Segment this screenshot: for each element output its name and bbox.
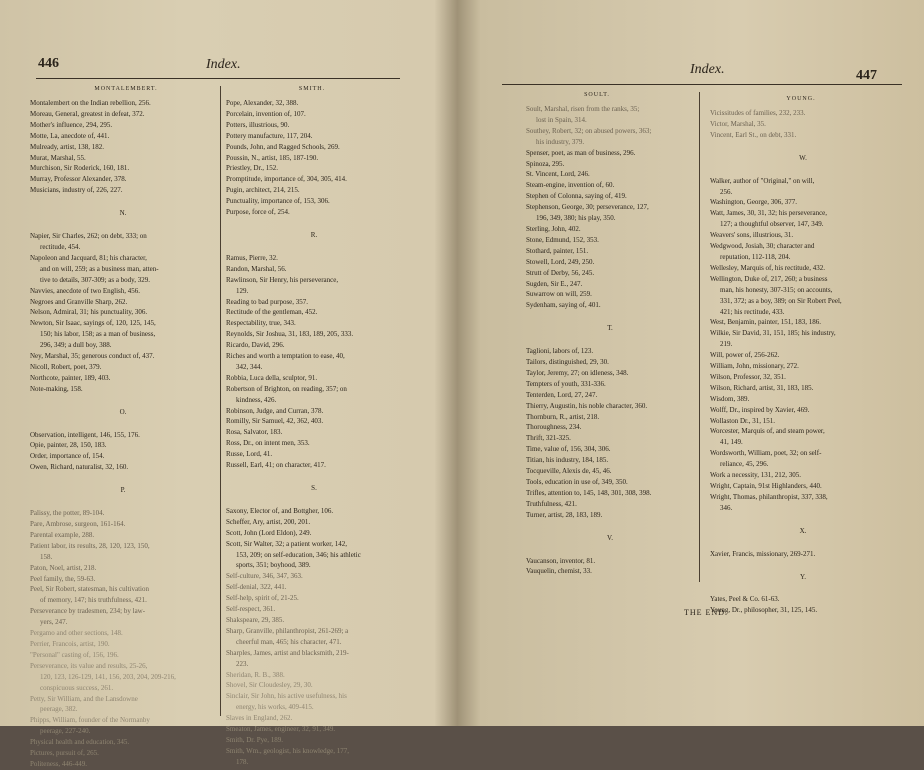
index-entry: Scott, Sir Walter, 32; a patient worker, 142, <box>226 539 348 548</box>
right-col1-head: SOULT. <box>584 92 610 98</box>
index-entry: Wellesley, Marquis of, his rectitude, 432. <box>710 263 826 272</box>
index-entry: Thoroughness, 234. <box>526 423 582 432</box>
index-entry: Ramus, Pierre, 32. <box>226 253 278 262</box>
index-entry: Perseverance by tradesmen, 234; by law- <box>30 607 146 616</box>
index-entry-continuation: 421; his rectitude, 433. <box>720 307 785 316</box>
index-entry: Wollaston Dr., 31, 151. <box>710 416 775 425</box>
index-entry-continuation: 158. <box>40 552 53 561</box>
index-entry-continuation: man, his honesty, 307-315; on accounts, <box>720 285 833 294</box>
index-entry: Slaves in England, 262. <box>226 714 293 723</box>
index-entry-continuation: 120, 123, 126-129, 141, 156, 203, 204, 209-216, <box>40 672 176 681</box>
index-entry-continuation: of memory, 147; his truthfulness, 421. <box>40 596 147 605</box>
index-entry: Stowell, Lord, 249, 250. <box>526 257 595 266</box>
index-entry: Sydenham, saying of, 401. <box>526 301 601 310</box>
index-entry: Ross, Dr., on intent men, 353. <box>226 439 310 448</box>
index-entry: Shakspeare, 29, 385. <box>226 615 285 624</box>
index-entry-continuation: 129. <box>236 286 249 295</box>
index-entry: Wright, Thomas, philanthropist, 337, 338, <box>710 492 828 501</box>
index-entry: Romilly, Sir Samuel, 42, 362, 403. <box>226 417 324 426</box>
index-entry-continuation: reputation, 112-118, 204. <box>720 252 791 261</box>
index-entry: Mulready, artist, 138, 182. <box>30 142 105 151</box>
right-page-number: 447 <box>856 68 877 83</box>
right-column-1 <box>526 104 694 577</box>
spacer <box>526 311 694 321</box>
index-entry: Stephen of Colonna, saying of, 419. <box>526 192 627 201</box>
index-entry: Order, importance of, 154. <box>30 452 105 461</box>
index-entry: Wellington, Duke of, 217, 260; a business <box>710 274 828 283</box>
spacer <box>226 218 402 228</box>
index-entry: William, John, missionary, 272. <box>710 362 799 371</box>
index-entry: Self-culture, 346, 347, 363. <box>226 572 303 581</box>
index-entry-continuation: peerage, 227-240. <box>40 727 91 736</box>
index-entry-continuation: 178. <box>236 757 249 766</box>
index-entry: Trifles, attention to, 145, 148, 301, 308, 398. <box>526 488 652 497</box>
index-entry: Scott, John (Lord Eldon), 249. <box>226 528 312 537</box>
index-entry: Petty, Sir William, and the Lansdowne <box>30 694 138 703</box>
index-entry: Thierry, Augustin, his noble character, 360. <box>526 401 648 410</box>
index-entry: Montalembert on the Indian rebellion, 256. <box>30 99 151 107</box>
left-column-divider <box>220 86 221 716</box>
index-entry: Vicissitudes of families, 232, 233. <box>710 109 806 117</box>
index-entry: Motte, La, anecdote of, 441. <box>30 131 110 140</box>
index-entry: Riches and worth a temptation to ease, 40, <box>226 352 345 361</box>
index-entry: Napier, Sir Charles, 262; on debt, 333; on <box>30 232 147 241</box>
index-entry: Murray, Professor Alexander, 378. <box>30 175 127 184</box>
index-entry-continuation: yers, 247. <box>40 618 68 627</box>
index-entry: Sinclair, Sir John, his active usefulness, his <box>226 692 347 701</box>
index-entry: Rosa, Salvator, 183. <box>226 428 283 437</box>
index-entry: Peel family, the, 59-63. <box>30 574 96 583</box>
index-entry: Nelson, Admiral, 31; his punctuality, 306. <box>30 308 148 317</box>
index-entry-continuation: cheerful man, 465; his character, 471. <box>236 637 342 646</box>
index-entry: Tenterden, Lord, 27, 247. <box>526 390 598 399</box>
index-entry: Smith, Wm., geologist, his knowledge, 177, <box>226 746 349 755</box>
left-running-title: Index. <box>206 57 241 72</box>
section-letter: W. <box>799 153 807 162</box>
index-entry-continuation: 296, 349; a dull boy, 388. <box>40 341 112 350</box>
index-entry: Victor, Marshal, 35. <box>710 119 766 128</box>
index-entry: Work a necessity, 131, 212, 305. <box>710 471 801 480</box>
index-entry: Pare, Ambrose, surgeon, 161-164. <box>30 520 126 528</box>
index-entry: Reading to bad purpose, 357. <box>226 297 309 306</box>
index-entry: Sharples, James, artist and blacksmith, 219- <box>226 648 349 657</box>
index-entry-continuation: conspicuous success, 261. <box>40 683 114 692</box>
index-entry-continuation: 41, 149. <box>720 438 743 447</box>
index-entry: Truthfulness, 421. <box>526 499 577 508</box>
left-col2-head: SMITH. <box>298 86 326 92</box>
index-entry: Priestley, Dr., 152. <box>226 164 279 173</box>
index-entry: Stephenson, George, 30; perseverance, 127, <box>526 203 649 212</box>
left-column-2 <box>226 98 402 768</box>
index-entry: Soult, Marshal, risen from the ranks, 35; <box>526 105 640 113</box>
index-entry: Shovel, Sir Cloudesley, 29, 30. <box>226 681 313 690</box>
index-entry: Opie, painter, 28, 150, 183. <box>30 441 107 450</box>
index-entry: Ney, Marshal, 35; generous conduct of, 437. <box>30 352 155 361</box>
index-entry: Scheffer, Ary, artist, 200, 201. <box>226 517 311 526</box>
spacer <box>30 221 216 231</box>
section-letter: R. <box>310 230 318 239</box>
index-entry: Musicians, industry of, 226, 227. <box>30 186 123 195</box>
index-entry: Time, value of, 156, 304, 306. <box>526 445 611 454</box>
index-entry: St. Vincent, Lord, 246. <box>526 170 590 179</box>
index-entry: Washington, George, 306, 377. <box>710 198 797 207</box>
index-entry: Vauquelin, chemist, 33. <box>526 567 592 576</box>
index-entry-continuation: 127; a thoughtful observer, 147, 349. <box>720 220 824 229</box>
index-entry: Rawlinson, Sir Henry, his perseverance, <box>226 275 339 284</box>
section-letter: Y. <box>800 572 806 581</box>
index-entry: Saxony, Elector of, and Bottgher, 106. <box>226 506 334 515</box>
index-entry-continuation: 256. <box>720 187 733 196</box>
spacer <box>226 243 402 253</box>
index-entry: Turner, artist, 28, 183, 189. <box>526 510 603 519</box>
section-letter: O. <box>119 407 127 416</box>
index-entry: Walker, author of "Original," on will, <box>710 176 815 185</box>
section-letter: S. <box>311 484 317 492</box>
index-entry-continuation: 150; his labor, 158; as a man of business, <box>40 330 156 339</box>
right-col2-head: YOUNG. <box>786 96 816 102</box>
index-entry: Northcote, painter, 189, 403. <box>30 373 111 382</box>
index-entry: Vaucanson, inventor, 81. <box>526 556 596 565</box>
right-page <box>462 0 924 726</box>
index-entry: Yates, Peel & Co. 61-63. <box>710 595 780 604</box>
index-entry: Observation, intelligent, 146, 155, 176. <box>30 430 140 439</box>
index-entry: Parental example, 288. <box>30 530 95 539</box>
index-entry: Thrift, 321-325. <box>526 434 571 443</box>
spacer <box>710 560 896 570</box>
spacer <box>30 420 216 430</box>
index-entry: Southey, Robert, 32; on abused powers, 363; <box>526 126 652 135</box>
index-entry: Owen, Richard, naturalist, 32, 160. <box>30 463 129 472</box>
index-entry: Robertson of Brighton, on reading, 357; on <box>226 384 347 393</box>
spacer <box>526 336 694 346</box>
index-entry: Smeaton, James, engineer, 32, 91, 349. <box>226 725 336 734</box>
index-entry: Sterling, John, 402. <box>526 224 581 233</box>
section-letter: T. <box>607 324 613 333</box>
right-running-title: Index. <box>690 62 725 77</box>
index-entry: Politeness, 446-449. <box>30 759 87 768</box>
index-entry: Pounds, John, and Ragged Schools, 269. <box>226 142 340 151</box>
index-entry: Spenser, poet, as man of business, 296. <box>526 148 636 157</box>
spacer <box>226 471 402 481</box>
left-header-rule <box>36 78 400 79</box>
index-entry: Sugden, Sir E., 247. <box>526 279 583 288</box>
index-entry-continuation: 219. <box>720 340 733 349</box>
index-entry: Pope, Alexander, 32, 388. <box>226 99 299 107</box>
index-entry: Watt, James, 30, 31, 32; his perseverance, <box>710 209 828 218</box>
spacer <box>30 498 216 508</box>
left-page <box>0 0 458 768</box>
index-entry: West, Benjamin, painter, 151, 183, 186. <box>710 318 821 327</box>
section-letter: V. <box>607 533 613 542</box>
index-entry-continuation: sports, 351; boyhood, 389. <box>236 561 311 570</box>
index-entry: Weavers' sons, illustrious, 31. <box>710 231 794 240</box>
section-letter: P. <box>120 486 126 495</box>
index-entry: Mother's influence, 294, 295. <box>30 120 113 129</box>
spacer <box>30 395 216 405</box>
index-entry: Moreau, General, greatest in defeat, 372. <box>30 109 145 118</box>
index-entry: Self-help, spirit of, 21-25. <box>226 594 299 603</box>
index-entry: Wilson, Professor, 32, 351. <box>710 372 786 381</box>
index-entry: Wolff, Dr., inspired by Xavier, 469. <box>710 405 810 414</box>
index-entry: Taylor, Jeremy, 27; on idleness, 348. <box>526 368 629 377</box>
index-entry: Young, Dr., philosopher, 31, 125, 145. <box>710 606 818 615</box>
index-entry-continuation: lost in Spain, 314. <box>536 115 587 124</box>
index-entry: Paton, Noel, artist, 218. <box>30 563 97 572</box>
index-entry: Xavier, Francis, missionary, 269-271. <box>710 549 816 558</box>
index-entry-continuation: energy, his works, 409-415. <box>236 703 314 712</box>
spacer <box>30 473 216 483</box>
index-entry: Sheridan, R. B., 388. <box>226 670 285 679</box>
index-entry-continuation: 196, 349, 380; his play, 350. <box>536 214 616 223</box>
index-entry: Napoleon and Jacquard, 81; his character, <box>30 253 147 262</box>
index-entry-continuation: tive to details, 307-309; as a body, 329. <box>40 275 150 284</box>
index-entry-continuation: 153, 209; on self-education, 346; his athletic <box>236 550 361 559</box>
index-entry: "Personal" casting of, 156, 196. <box>30 650 119 659</box>
index-entry: Negroes and Granville Sharp, 262. <box>30 297 128 306</box>
index-entry: Pictures, pursuit of, 265. <box>30 749 99 758</box>
index-entry-continuation: 342, 344. <box>236 362 263 371</box>
index-entry: Murchison, Sir Roderick, 160, 181. <box>30 164 130 173</box>
index-entry-continuation: rectitude, 454. <box>40 242 81 251</box>
index-entry: Suwarrow on will, 259. <box>526 290 592 299</box>
index-entry: Tools, education in use of, 349, 350. <box>526 478 628 486</box>
index-entry: Worcester, Marquis of, and steam power, <box>710 427 825 436</box>
index-entry: Taglioni, labors of, 123. <box>526 347 594 356</box>
index-entry-continuation: and on will, 259; as a business man, atten- <box>40 264 159 273</box>
index-entry: Thornburn, R., artist, 218. <box>526 412 600 421</box>
index-entry: Randon, Marshal, 56. <box>226 264 287 273</box>
index-entry: Rectitude of the gentleman, 452. <box>226 308 318 317</box>
index-entry: Sharp, Granville, philanthropist, 261-269; a <box>226 626 349 635</box>
index-entry: Palissy, the potter, 89-104. <box>30 509 105 518</box>
spacer <box>526 546 694 556</box>
index-entry: Wordsworth, William, poet, 32; on self- <box>710 449 822 458</box>
spacer <box>710 514 896 524</box>
spacer <box>710 584 896 594</box>
index-entry: Newton, Sir Isaac, sayings of, 120, 125, 145, <box>30 319 156 328</box>
index-entry: Nicoll, Robert, poet, 379. <box>30 362 102 371</box>
index-entry: Punctuality, importance of, 153, 306. <box>226 197 330 206</box>
index-entry: Phipps, William, founder of the Normanby <box>30 716 150 725</box>
the-end-text: THE END. <box>684 608 728 617</box>
index-entry: Tempters of youth, 331-336. <box>526 379 606 388</box>
left-col1-head: MONTALEMBERT. <box>94 86 158 92</box>
index-entry: Perrier, Francois, artist, 190. <box>30 639 110 648</box>
index-entry-continuation: 331, 372; as a boy, 389; on Sir Robert Peel, <box>720 296 842 305</box>
spacer <box>710 141 896 151</box>
index-entry: Will, power of, 256-262. <box>710 351 780 360</box>
spacer <box>710 166 896 176</box>
index-entry: Pottery manufacture, 117, 204. <box>226 131 313 140</box>
index-entry: Wright, Captain, 91st Highlanders, 440. <box>710 482 822 490</box>
index-entry-continuation: 346. <box>720 503 733 512</box>
index-entry: Smith, Dr. Pye, 189. <box>226 735 283 744</box>
index-entry: Navvies, anecdote of two English, 456. <box>30 286 141 295</box>
spacer <box>710 539 896 549</box>
index-entry: Poussin, N., artist, 185, 187-190. <box>226 153 319 162</box>
index-entry: Wedgwood, Josiah, 30; character and <box>710 242 815 251</box>
index-entry: Wilkie, Sir David, 31, 151, 185; his industry, <box>710 329 836 338</box>
index-entry: Strutt of Derby, 56, 245. <box>526 268 595 277</box>
index-entry-continuation: 223. <box>236 659 249 668</box>
section-letter: N. <box>119 209 127 218</box>
index-entry-continuation: his industry, 379. <box>536 137 585 146</box>
index-entry: Stothard, painter, 151. <box>526 246 589 255</box>
left-page-number: 446 <box>38 56 59 71</box>
index-entry: Self-denial, 322, 441. <box>226 583 287 592</box>
left-column-1 <box>30 98 216 770</box>
index-entry: Respectability, true, 343. <box>226 319 296 328</box>
spacer <box>226 496 402 506</box>
right-column-divider <box>699 92 700 582</box>
index-entry: Tailors, distinguished, 29, 30. <box>526 358 609 367</box>
index-entry: Reynolds, Sir Joshua, 31, 183, 189, 205, 333. <box>226 330 354 339</box>
section-letter: X. <box>799 526 807 535</box>
index-entry: Pugin, architect, 214, 215. <box>226 186 300 195</box>
index-entry: Murat, Marshal, 55. <box>30 153 86 162</box>
index-entry: Patient labor, its results, 28, 120, 123, 150, <box>30 541 150 550</box>
index-entry: Pergamo and other sections, 148. <box>30 629 123 638</box>
index-entry: Wilson, Richard, artist, 31, 183, 185. <box>710 383 814 392</box>
index-entry: Vincent, Earl St., on debt, 331. <box>710 130 797 139</box>
index-entry: Wisdom, 389. <box>710 394 750 403</box>
index-entry-continuation: reliance, 45, 296. <box>720 460 769 469</box>
index-entry: Porcelain, invention of, 107. <box>226 109 306 118</box>
index-entry-continuation: peerage, 382. <box>40 705 78 714</box>
index-entry: Stone, Edmund, 152, 353. <box>526 235 599 244</box>
right-header-rule <box>502 84 902 85</box>
index-entry: Promptitude, importance of, 304, 305, 414. <box>226 175 347 184</box>
index-entry: Steam-engine, invention of, 60. <box>526 181 615 190</box>
index-entry: Russell, Earl, 41; on character, 417. <box>226 461 326 470</box>
index-entry: Robbia, Luca della, sculptor, 91. <box>226 373 318 382</box>
index-entry: Perseverance, its value and results, 25-26, <box>30 661 148 670</box>
index-entry: Titian, his industry, 184, 185. <box>526 456 609 465</box>
index-entry: Physical health and education, 345. <box>30 738 130 747</box>
index-entry: Ricardo, David, 296. <box>226 341 285 350</box>
spacer <box>30 196 216 206</box>
index-entry: Potters, illustrious, 90. <box>226 120 290 129</box>
spacer <box>526 521 694 531</box>
index-entry: Self-respect, 361. <box>226 605 276 614</box>
right-column-2 <box>710 108 896 616</box>
index-entry-continuation: kindness, 426. <box>236 395 277 404</box>
index-entry: Russe, Lord, 41. <box>226 450 273 459</box>
index-entry: Purpose, force of, 254. <box>226 208 290 217</box>
index-entry: Spinoza, 295. <box>526 159 565 168</box>
index-entry: Tocqueville, Alexis de, 45, 46. <box>526 467 612 476</box>
index-entry: Note-making, 158. <box>30 384 83 393</box>
index-entry: Robinson, Judge, and Curran, 378. <box>226 406 324 415</box>
index-entry: Peel, Sir Robert, statesman, his cultivation <box>30 585 149 594</box>
